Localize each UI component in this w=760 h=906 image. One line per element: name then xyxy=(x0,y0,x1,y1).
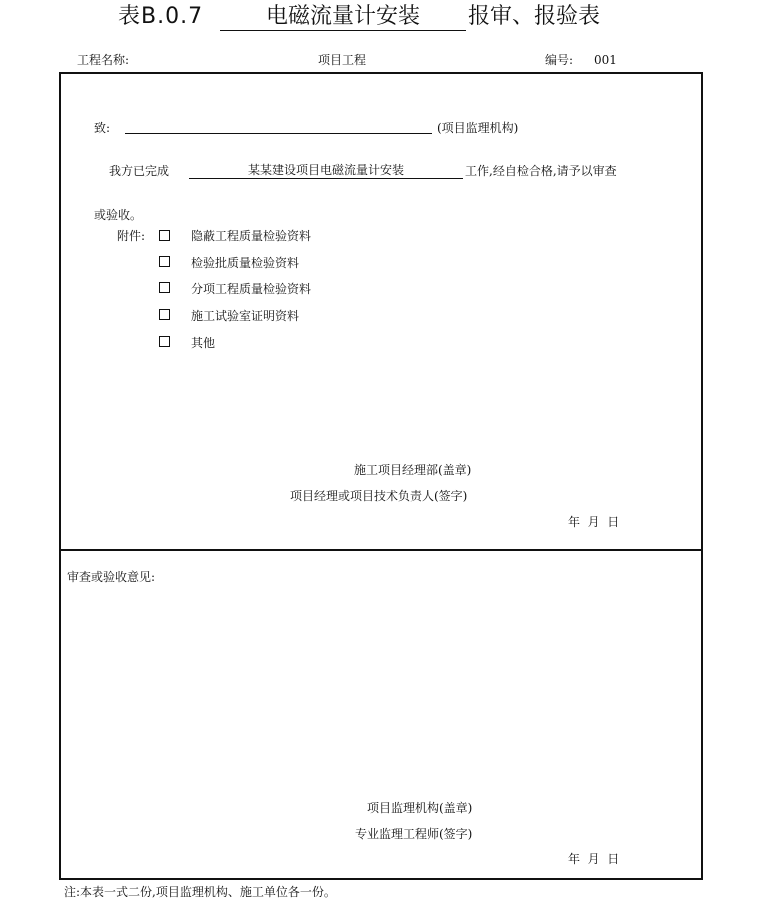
attachments-label: 附件: xyxy=(117,229,146,243)
contractor-seal-label: 施工项目经理部(盖章) xyxy=(354,463,472,477)
attachment-label-other: 其他 xyxy=(191,336,216,350)
attachment-label-lab: 施工试验室证明资料 xyxy=(191,309,300,323)
attachment-checkbox-other[interactable] xyxy=(159,336,170,347)
attachment-label-subitem: 分项工程质量检验资料 xyxy=(191,282,312,296)
supervisor-signature-label: 专业监理工程师(签字) xyxy=(355,827,473,841)
project-manager-signature-label: 项目经理或项目技术负责人(签字) xyxy=(290,489,468,503)
attachment-checkbox-concealed[interactable] xyxy=(159,230,170,241)
recipient-hint: (项目监理机构) xyxy=(437,121,519,135)
form-number-label: 编号: xyxy=(545,53,574,67)
form-title-suffix: 报审、报验表 xyxy=(468,4,601,29)
attachment-checkbox-subitem[interactable] xyxy=(159,282,170,293)
completion-tail: 或验收。 xyxy=(94,208,143,222)
attachment-label-inspection-lot: 检验批质量检验资料 xyxy=(191,256,300,270)
form-box xyxy=(59,72,703,880)
project-name-value: 项目工程 xyxy=(318,53,367,67)
completion-prefix: 我方已完成 xyxy=(109,164,170,178)
recipient-blank[interactable] xyxy=(125,119,432,134)
table-number: 表B.0.7 xyxy=(118,4,204,29)
project-name-label: 工程名称: xyxy=(77,53,130,67)
attachment-checkbox-inspection-lot[interactable] xyxy=(159,256,170,267)
attachment-label-concealed: 隐蔽工程质量检验资料 xyxy=(191,229,312,243)
form-title xyxy=(118,2,600,32)
attachment-checkbox-lab[interactable] xyxy=(159,309,170,320)
supervisor-date: 年 月 日 xyxy=(568,852,620,866)
form-number-value: 001 xyxy=(594,53,617,67)
to-label: 致: xyxy=(94,121,111,135)
supervisor-seal-label: 项目监理机构(盖章) xyxy=(367,801,473,815)
review-opinion-label: 审查或验收意见: xyxy=(67,570,156,584)
contractor-date: 年 月 日 xyxy=(568,515,620,529)
completion-suffix: 工作,经自检合格,请予以审查 xyxy=(465,164,617,178)
section-divider xyxy=(61,549,701,551)
form-subject: 电磁流量计安装 xyxy=(220,3,466,31)
footer-note: 注:本表一式二份,项目监理机构、施工单位各一份。 xyxy=(64,885,336,899)
completed-work-item[interactable]: 某某建设项目电磁流量计安装 xyxy=(189,162,463,179)
